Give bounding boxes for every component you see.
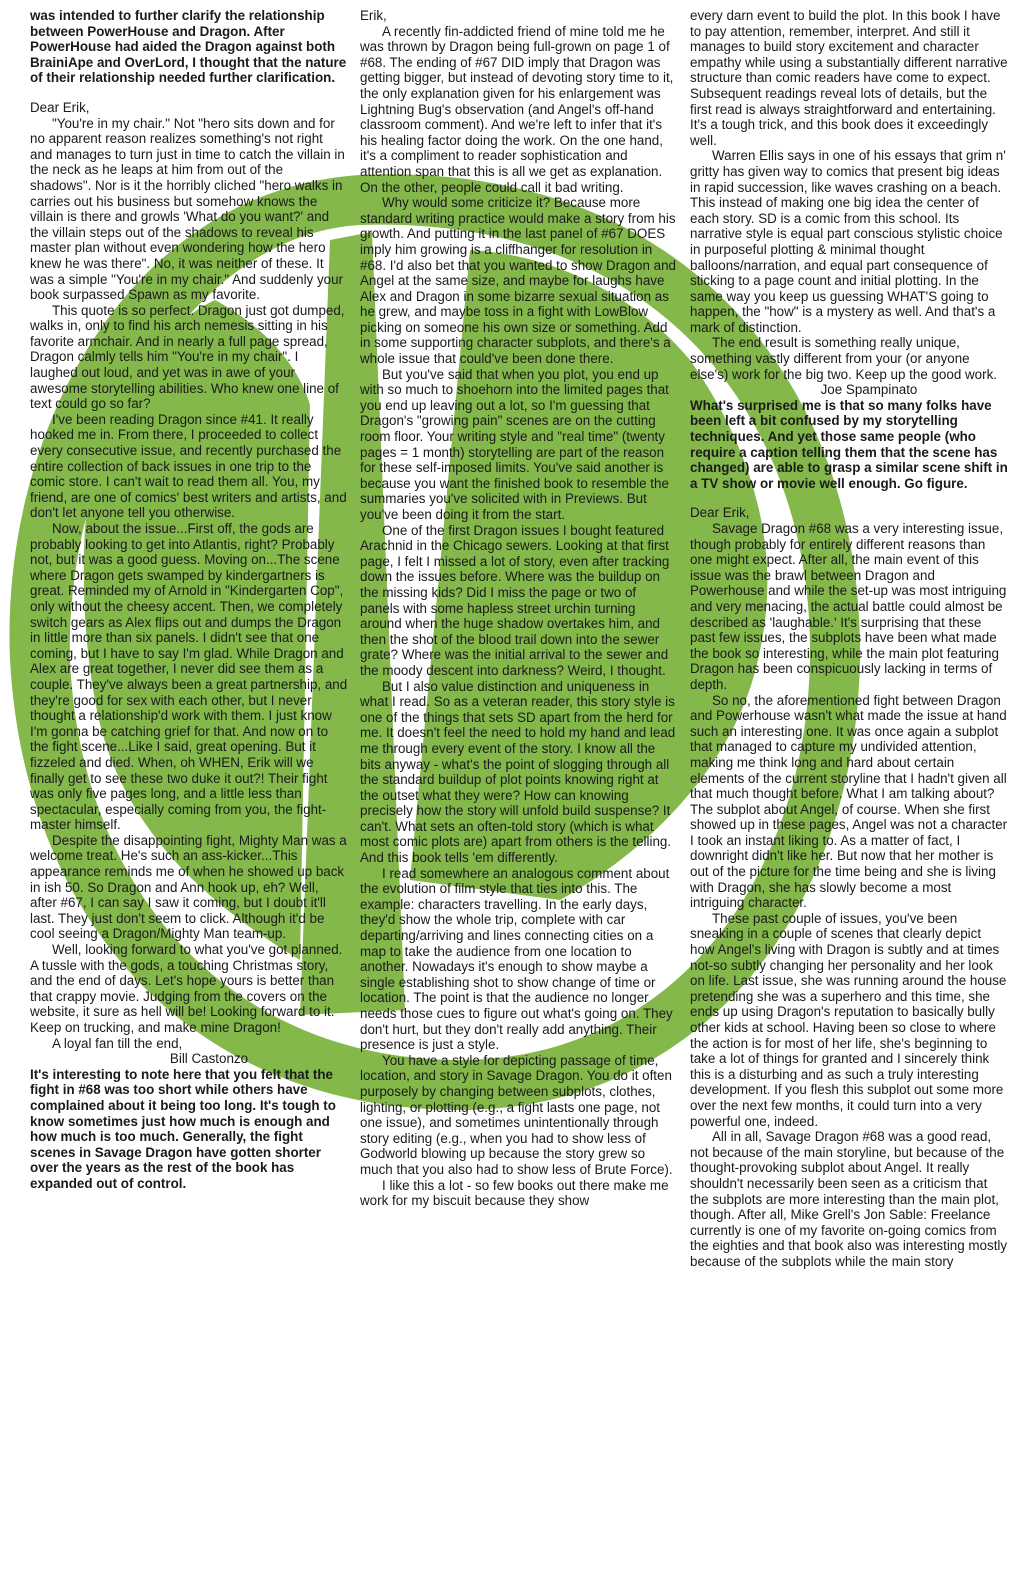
letter-salutation: Dear Erik,	[690, 505, 750, 521]
letter-paragraph: I've been reading Dragon since #41. It really hooked me in. From there, I proceeded to collect every consecutive issue, and recently purchased the entire collection of back issues in one trip to the comic store. I can't wait to read them all. You, my friend, are one of comics' best writers and artists, and don't let anyone tell you otherwise.	[30, 411, 347, 521]
column-right	[690, 8, 1008, 1270]
editor-reply: was intended to further clarify the relationship between PowerHouse and Dragon. After PowerHouse had aided the Dragon against both BrainiApe and OverLord, I thought that the nature of their relationship needed further clarification.	[30, 8, 347, 86]
column-left	[30, 8, 348, 1192]
editor-reply: It's interesting to note here that you felt that the fight in #68 was too short while others have complained about it being too long. It's tough to know sometimes just how much is enough and how much is too much. Generally, the fight scenes in Savage Dragon have gotten shorter over the years as the rest of the book has expanded out of control.	[30, 1066, 336, 1191]
letter-paragraph: But I also value distinction and uniqueness in what I read. So as a veteran reader, this story style is one of the things that sets SD apart from the herd for me. It doesn't feel the need to hold my hand and lead me through every event of the story. I know all the bits anyway - what's the point of slogging through all the standard buildup of plot points knowing right at the outset what they were? How can knowing precisely how the story will unfold build suspense? It can't. What sets an often-told story (which is what most comic plots are) apart from others is the telling. And this book tells 'em differently.	[360, 678, 676, 866]
letter-paragraph: All in all, Savage Dragon #68 was a good read, not because of the main storyline, but because of the thought-provoking subplot about Angel. It really shouldn't necessarily been seen as a criticism that the subplots are more interesting than the main plot, though. After all, Mike Grell's Jon Sable: Freelance currently is one of my favorite on-going comics from the eighties and that book also was interesting mostly because of the subplots while the main story	[690, 1129, 1008, 1269]
letter-paragraph: A recently fin-addicted friend of mine told me he was thrown by Dragon being full-grown on page 1 of #68. The ending of #67 DID imply that Dragon was getting bigger, but instead of devoting story time to it, the only explanation given for his enlargement was Lightning Bug's observation (and Angel's off-hand classroom comment). And we're left to infer that it's his healing factor doing the work. On the one hand, it's a compliment to reader sophistication and attention span that this is all we get as explanation. On the other, people could call it bad writing.	[360, 23, 674, 195]
letter-paragraph: So no, the aforementioned fight between Dragon and Powerhouse wasn't what made the issue at hand such an interesting one. It was once again a subplot that managed to capture my undivided attention, making me think long and hard about certain elements of the current storyline that I hadn't given all that much thought before. What I am talking about? The subplot about Angel, of course. When she first showed up in these pages, Angel was not a character I took an instant liking to. As a matter of fact, I downright didn't like her. But now that her mother is out of the picture for the time being and she is living with Dragon, she has slowly become a most intriguing character.	[690, 692, 1008, 911]
letter-paragraph: These past couple of issues, you've been sneaking in a couple of scenes that clearly depict how Angel's living with Dragon is subtly and at times not-so subtly changing her personality and her look on life. Last issue, she was running around the house pretending she was a superhero and this time, she ends up using Dragon's reputation to basically bully other kids at school. Having been so close to where the action is for most of her life, she's beginning to take a lot of things for granted and I sincerely think this is a disturbing and as such a truly interesting development. If you flesh this subplot out some more over the next few months, it could turn into a very powerful one, indeed.	[690, 910, 1007, 1129]
letter-paragraph: Despite the disappointing fight, Mighty Man was a welcome treat. He's such an ass-kicker...This appearance reminds me of when he showed up back in ish 50. So Dragon and Ann hook up, eh? Well, after #67, I can say I saw it coming, but I doubt it'll last. They just don't seem to click. Although it'd be cool seeing a Dragon/Mighty Man team-up.	[30, 832, 347, 942]
letter-signature: Bill Castonzo	[169, 1051, 249, 1067]
letter-salutation: Erik,	[360, 8, 387, 23]
letter-paragraph: "You're in my chair." Not "hero sits down and for no apparent reason realizes something's not right and manages to turn just in time to catch the villain in the neck as he leaps at him from out of the shadows". Nor is it the horribly cliched "hero walks in carries out his business but somehow knows the villain is there and growls 'What do you want?' and the villain steps out of the shadows to reveal his master plan without even wondering how the hero knew he was there". No, it was neither of these. It was a simple "You're in my chair." And suddenly your book surpassed Spawn as my favorite.	[30, 115, 345, 303]
letter-signature: Joe Spampinato	[820, 382, 918, 398]
column-middle	[360, 8, 678, 1209]
letter-paragraph: Now, about the issue...First off, the gods are probably looking to get into Atlantis, right? Probably not, but it was a good guess. Moving on...The scene where Dragon gets swamped by kindergartners is great. Reminded my of Arnold in "Kindergarten Cop", only without the cheesy accent. Then, we completely switch gears as Alex flips out and dumps the Dragon in little more than six panels. I didn't see that one coming, but I have to say I'm glad. While Dragon and Alex are great together, I never did see them as a couple. They've always been a great partnership, and they're good for sex with each other, but I never thought a relationship'd work with them. I just know I'm gonna be catching grief for that. And now on to the fight scene...Like I said, great opening. But it fizzeled and died. When, oh WHEN, Erik will we finally get to see these two duke it out?! Their fight was only five pages long, and a little less than spectacular, especially coming from you, the fight-master himself.	[30, 521, 348, 833]
letter-paragraph: The end result is something really unique, something vastly different from your (or anyone else's) work for the big two. Keep up the good work.	[690, 335, 997, 382]
letter-paragraph: every darn event to build the plot. In this book I have to pay attention, remember, interpret. And still it manages to build story excitement and character empathy while using a substantially different narrative structure than comic readers have come to expect. Subsequent readings reveal lots of details, but the first read is always straightforward and entertaining. It's a tough trick, and this book does it exceedingly well.	[690, 8, 1008, 148]
letter-paragraph: You have a style for depicting passage of time, location, and story in Savage Dragon. You do it often purposely by changing between subplots, clothes, lighting, or plotting (e.g., a fight lasts one page, not one issue), and sometimes unintentionally through story editing (e.g., when you had to show less of Godworld blowing up because the story grew so much that you also had to show less of Brute Force).	[360, 1052, 673, 1177]
letter-paragraph: I read somewhere an analogous comment about the evolution of film style that ties into this. The example: characters travelling. In the early days, they'd show the whole trip, complete with car departing/arriving and lines connecting cities on a map to take the audience from one location to another. Nowadays it's enough to show maybe a single establishing shot to show change of time or location. The point is that the audience no longer needs those cues to figure out what's going on. They don't hurt, but they don't really add anything. Their presence is just a style.	[360, 865, 673, 1053]
letter-salutation: Dear Erik,	[30, 99, 90, 115]
letter-paragraph: Warren Ellis says in one of his essays that grim n' gritty has given way to comics that present big ideas in rapid succession, like waves crashing on a beach. This instead of making one big idea the center of each story. SD is a comic from this school. Its narrative style is equal part conscious stylistic choice in purposeful plotting & minimal thought balloons/narration, and equal part consequence of sticking to a page count and initial plotting. In the same way you keep us guessing WHAT'S going to happen, the "how" is a mystery as well. And that's a mark of distinction.	[690, 148, 1006, 335]
letter-paragraph: I like this a lot - so few books out there make me work for my biscuit because they show	[360, 1177, 669, 1209]
letter-paragraph: Well, looking forward to what you've got planned. A tussle with the gods, a touching Christmas story, and the end of days. Let's hope yours is better than that crappy movie. Judging from the covers on the website, it sure as hell will be! Looking forward to it. Keep on trucking, and make mine Dragon!	[30, 942, 343, 1035]
letter-closing: A loyal fan till the end,	[52, 1035, 183, 1051]
letter-paragraph: This quote is so perfect. Dragon just got dumped, walks in, only to find his arch nemesis sitting in his favorite armchair. And in nearly a full page spread, Dragon calmly tells him "You're in my chair". I laughed out loud, and yet was in awe of your awesome storytelling abilities. Who knew one line of text could go so far?	[30, 302, 345, 412]
letter-paragraph: Why would some criticize it? Because more standard writing practice would make a story from his growth. And putting it in the last panel of #67 DOES imply him growing is a cliffhanger for resolution in #68. I'd also bet that you wanted to show Dragon and Angel at the same size, and maybe for laughs have Alex and Dragon in some bizarre sexual situation as he grew, and maybe toss in a fight with LowBlow picking on someone his own size or something. Add in some supporting character subplots, and there's a whole issue that could've been done there.	[360, 195, 676, 367]
letter-paragraph: One of the first Dragon issues I bought featured Arachnid in the Chicago sewers. Looking at that first page, I felt I missed a lot of story, even after tracking down the issues before. Where was the buildup on the missing kids? Did I miss the page or two of panels with some hapless street urchin turning around when the huge shadow overtakes him, and then the shot of the blood trail down into the sewer grate? Where was the initial arrival to the sewer and the moody descent into darkness? Weird, I thought.	[360, 522, 670, 678]
letter-paragraph: Savage Dragon #68 was a very interesting issue, though probably for entirely different reasons than one might expect. After all, the main event of this issue was the brawl between Dragon and Powerhouse and while the set-up was most intriguing and very menacing, the actual battle could almost be described as 'laughable.' It's surprising that these past few issues, the subplots have been what made the book so interesting, while the main plot featuring Dragon has been conspicuously lacking in terms of depth.	[690, 521, 1007, 692]
editor-reply: What's surprised me is that so many folks have been left a bit confused by my storytelling techniques. And yet those same people (who require a caption telling them that the scene has changed) are able to grasp a similar scene shift in a TV show or movie well enough. Go figure.	[690, 397, 1008, 491]
letter-paragraph: But you've said that when you plot, you end up with so much to shoehorn into the limited pages that you end up leaving out a lot, so I'm guessing that Dragon's "growing pain" scenes are on the cutting room floor. Your writing style and "real time" (twenty pages = 1 month) storytelling are part of the reason for these self-imposed limits. You've said another is because you want the finished book to resemble the summaries you've solicited with in Previews. But you've been doing it from the start.	[360, 366, 669, 522]
